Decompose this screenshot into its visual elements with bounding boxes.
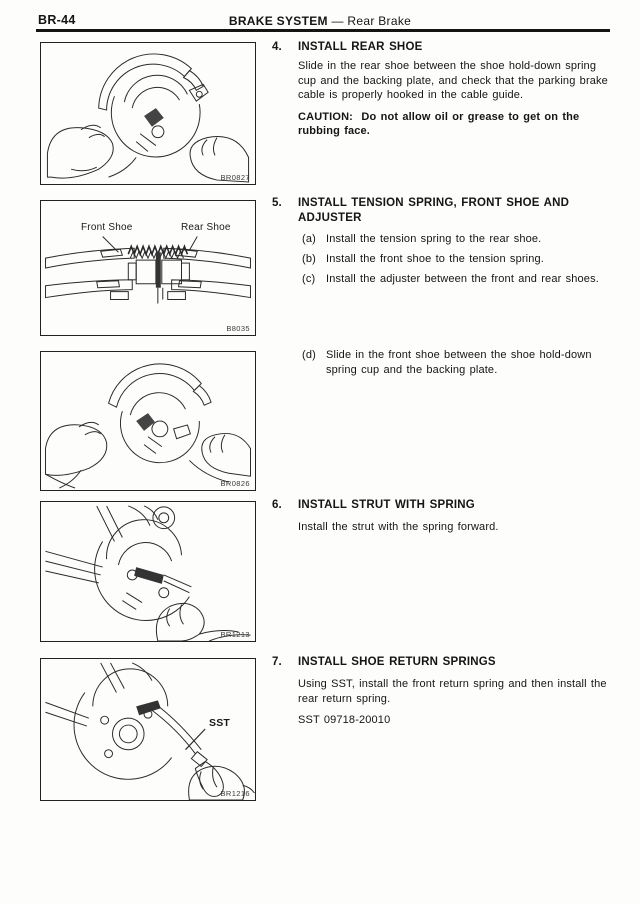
sst-return-spring-illustration [41, 659, 255, 800]
figure-install-front-shoe [40, 351, 256, 491]
substep-b [298, 252, 618, 267]
step-number: 6. [272, 499, 282, 511]
figure-tension-spring-diagram [40, 200, 256, 336]
header-section-title: BRAKE SYSTEM [228, 14, 328, 28]
step-substep-d [272, 348, 618, 377]
strut-install-illustration [41, 502, 255, 641]
step-number: 5. [272, 197, 282, 209]
substep-text: Slide in the front shoe between the shoe hold-down spring cup and the backing plate. [326, 349, 592, 376]
caution-label: CAUTION: [298, 110, 353, 123]
sst-label: SST [209, 717, 231, 729]
step-body: Using SST, install the front return spring and then install the rear return spring. [298, 678, 607, 705]
page-number: BR-44 [38, 13, 76, 27]
substep-text: Install the adjuster between the front and rear shoes. [326, 272, 599, 285]
step-number: 7. [272, 656, 282, 668]
figure-install-strut [40, 501, 256, 642]
step-title: INSTALL TENSION SPRING, FRONT SHOE AND ADJUSTER [298, 197, 570, 224]
substep-c [298, 272, 618, 287]
figure-code: B8035 [226, 324, 250, 333]
step-body: Slide in the rear shoe between the shoe hold-down spring cup and the backing plate, and check that the parking brake cable is properly hooked in the cable guide. [298, 60, 608, 101]
step-title: INSTALL STRUT WITH SPRING [298, 499, 475, 511]
caution-note [298, 110, 618, 139]
front-shoe-label: Front Shoe [81, 222, 133, 233]
step-body: Install the strut with the spring forward. [298, 521, 499, 533]
substep-label: (d) [302, 349, 316, 361]
caution-text: Do not allow oil or grease to get on the rubbing face. [298, 110, 580, 137]
substep-a [298, 232, 618, 247]
figure-code: BR0827 [220, 173, 250, 182]
header-rule [36, 29, 610, 32]
header-subsection: — Rear Brake [331, 14, 412, 28]
substep-text: Install the tension spring to the rear shoe. [326, 232, 542, 245]
substep-label: (c) [302, 272, 316, 285]
step-title: INSTALL SHOE RETURN SPRINGS [298, 656, 496, 668]
figure-code: BR1213 [220, 630, 250, 639]
figure-code: BR1216 [220, 789, 250, 798]
substep-text: Install the front shoe to the tension spring. [326, 252, 544, 265]
front-shoe-install-illustration [41, 352, 255, 490]
rear-shoe-install-illustration [41, 43, 255, 184]
step-number: 4. [272, 41, 282, 53]
step-install-return-springs [272, 655, 618, 728]
page-header [0, 14, 640, 28]
figure-code: BR0826 [220, 479, 250, 488]
sst-part-number: SST 09718-20010 [298, 714, 391, 726]
step-title: INSTALL REAR SHOE [298, 41, 423, 53]
step-install-tension-spring [272, 196, 618, 286]
substep-label: (a) [302, 232, 316, 245]
step-install-strut [272, 498, 618, 535]
step-install-rear-shoe [272, 40, 618, 139]
substep-label: (b) [302, 252, 316, 265]
rear-shoe-label: Rear Shoe [181, 222, 231, 233]
figure-install-return-springs [40, 658, 256, 801]
substep-d [298, 348, 618, 377]
figure-install-rear-shoe [40, 42, 256, 185]
